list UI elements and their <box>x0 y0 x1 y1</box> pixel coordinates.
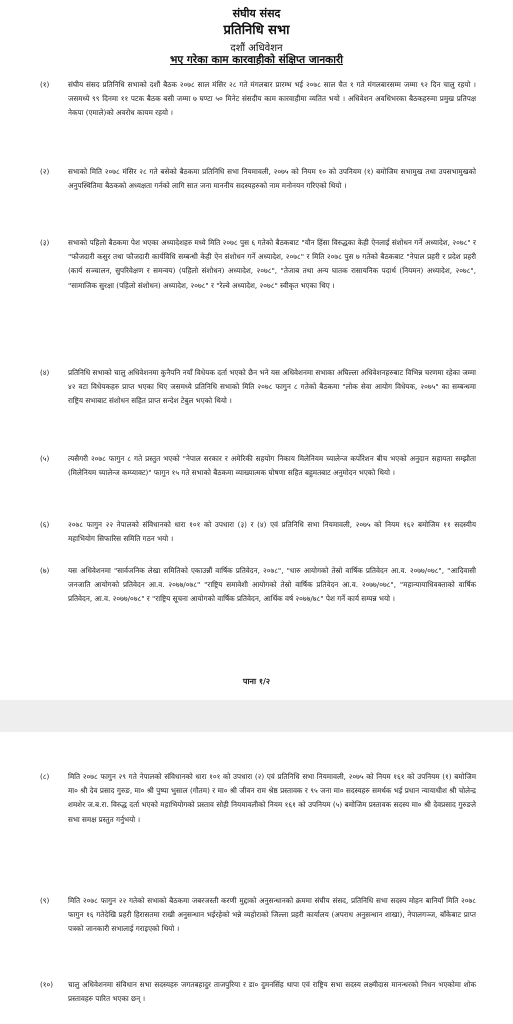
item-number: (३) <box>40 238 50 247</box>
document-page-2 <box>0 732 513 1024</box>
item-text: चालु अधिवेशनमा संविधान सभा सदस्यहरु जगतबहादुर ताजपुरिया र डा० दुमनसिंह थापा एवं राष्ट्रिय सभा सदस्य लक्ष्मीदास मानन्धरको निधन भएकोमा शोक प्रस्तावहरु पारित भएका छन् । <box>68 980 476 1004</box>
item-text: सभाको पहिलो बैठकमा पेश भएका अध्यादेशहरु मध्ये मिति २०७८ पुस ६ गतेको बैठकबाट "यौन हिंसा विरुद्धका केही ऐनलाई संशोधन गर्ने अध्यादेश, २०७८" र "फौजदारी कसुर तथा फौजदारी कार्यविधि सम्बन्धी केही ऐन संशोधन गर्ने अध्यादेश, २०७८" र मिति २०७८ पुस ७ गतेको बैठकबाट "नेपाल प्रहरी र प्रदेश प्रहरी (कार्य सञ्चालन, सुपरिवेक्षण र समन्वय) (पहिलो संशोधन) अध्यादेश, २०७८", "तेजाब तथा अन्य घातक रासायनिक पदार्थ (नियमन) अध्यादेश, २०७८", "सामाजिक सुरक्षा (पहिलो संशोधन) अध्यादेश, २०७८" र "रेल्वे अध्यादेश, २०७८" स्वीकृत भएका थिए । <box>68 238 476 290</box>
item-text: प्रतिनिधि सभाको चालु अधिवेशनमा कुनैपनि नयाँ विधेयक दर्ता भएको छैन भने यस अधिवेशनमा सभाका अघिल्ला अधिवेशनहरुबाट विभिन्न चरणमा रहेका जम्मा ४२ वटा विधेयकहरु प्राप्त भएका थिए जसमध्ये प्रतिनिधि सभाको मिति २०७८ फागुन ८ गतेको बैठकमा "लोक सेवा आयोग विधेयक, २०७५" का सम्बन्धमा राष्ट्रिय सभाबाट संशोधन सहित प्राप्त सन्देश टेबुल भएको थियो । <box>68 368 476 406</box>
document-title: भए गरेका काम कारवाहीको संक्षिप्त जानकारी <box>170 54 343 66</box>
list-item <box>68 452 476 480</box>
list-item <box>68 366 476 409</box>
item-number: (६) <box>40 520 50 529</box>
item-text: मिति २०७८ फागुन २९ गते नेपालको संविधानको धारा १०१ को उपधारा (२) एवं प्रतिनिधि सभा नियमावली, २०७५ को नियम १६१ को उपनियम (१) बमोजिम मा० श्री देव प्रसाद गुरुङ, मा० श्री पुष्पा भुसाल (गौतम) र मा० श्री जीवन राम श्रेष्ठ प्रस्तावक र ९५ जना मा० सदस्यहरु समर्थक भई प्रधान न्यायाधीश श्री चोलेन्द्र शमशेर ज.ब.रा. विरुद्ध दर्ता भएको महाभियोगको प्रस्ताव सोही नियमावलीको नियम १६१ को उपनियम (५) बमोजिम प्रस्तावक सदस्य मा० श्री देवप्रसाद गुरुङले सभा समक्ष प्रस्तुत गर्नुभयो । <box>68 772 476 824</box>
list-item <box>68 770 476 827</box>
item-text: मिति २०७८ फागुन २२ गतेको सभाको बैठकमा जबरजस्ती करणी मुद्दाको अनुसन्धानको क्रममा संघीय संसद, प्रतिनिधि सभा सदस्य मोहन बानियाँ मिति २०७८ फागुन १६ गतेदेखि प्रहरी हिरासतमा राखी अनुसन्धान भईरहेको भन्ने व्यहोराको जिल्ला प्रहरी कार्यालय (अपराध अनुसन्धान शाखा), नेपालगञ्ज, बाँकेबाट प्राप्त पत्रको जानकारी सभालाई गराइएको थियो । <box>68 896 476 934</box>
item-number: (८) <box>40 772 50 781</box>
list-item <box>68 518 476 546</box>
item-number: (१) <box>40 80 50 89</box>
item-text: संघीय संसद प्रतिनिधि सभाको दशौं बैठक २०७८ साल मंसिर २८ गते मंगलबार प्रारम्भ भई २०७८ साल चैत १ गते मंगलबारसम्म जम्मा ९२ दिन चालु रहयो । जसमध्ये ९९ दिनमा ११ पटक बैठक बसी जम्मा ७ घण्टा ५० मिनेट संसदीय काम कारवाहीमा व्यतित भयो । अधिवेशन अवधिभरका बैठकहरुमा प्रमुख प्रतिपक्ष नेकपा (एमाले)को अवरोध कायम रहयो । <box>68 80 476 118</box>
item-text: त्यसैगरी २०७८ फागुन ८ गते प्रस्तुत भएको "नेपाल सरकार र अमेरिकी सहयोग निकाय मिलेनियम च्यालेन्ज कर्पोरेशन बीच भएको अनुदान सहायता सम्झौता (मिलेनियम च्यालेन्ज कम्प्याक्ट)" फागुन १५ गते सभाको बैठकमा व्याख्यात्मक घोषणा सहित बहुमतबाट अनुमोदन भएको थियो । <box>68 454 476 478</box>
page-separator <box>0 700 513 732</box>
list-item <box>68 894 476 937</box>
list-item <box>68 564 476 607</box>
item-text: २०७८ फागुन २२ नेपालको संविधानको धारा १०१ को उपधारा (३) र (४) एवं प्रतिनिधि सभा नियमावली, २०७५ को नियम १६२ बमोजिम ११ सदस्यीय महाभियोग सिफारिस समिति गठन भयो । <box>68 520 476 544</box>
page-number: पाना १/२ <box>242 677 271 686</box>
house-heading: प्रतिनिधि सभा <box>223 23 290 38</box>
list-item <box>68 78 476 121</box>
item-text: सभाको मिति २०७८ मंसिर २८ गते बसेको बैठकमा प्रतिनिधि सभा नियमावली, २०७५ को नियम १० को उपनियम (१) बमोजिम सभामुख तथा उपसभामुखको अनुपस्थितिमा बैठकको अध्यक्षता गर्नको लागि सात जना माननीय सदस्यहरुको नाम मनोनयन गरिएको थियो । <box>68 167 476 191</box>
item-number: (७) <box>40 566 50 575</box>
item-number: (९) <box>40 896 50 905</box>
item-number: (५) <box>40 454 50 463</box>
list-item <box>68 236 476 293</box>
session-heading: दशौं अधिवेशन <box>230 43 283 54</box>
item-number: (२) <box>40 167 50 176</box>
item-text: यस अधिवेशनमा "सार्वजनिक लेखा समितिको एकाउन्नौं वार्षिक प्रतिवेदन, २०७८", "धारु आयोगको तेस्रो वार्षिक प्रतिवेदन आ.व. २०७७/०७८", "आदिवासी जनजाति आयोगको प्रतिवेदन आ.व. २०७७/०७८" "राष्ट्रिय समावेशी आयोगको तेस्रो वार्षिक प्रतिवेदन आ.व. २०७७/०७८", "महान्यायाधिवक्ताको वार्षिक प्रतिवेदन, आ.व. २०७७/०७८" र "राष्ट्रिय सूचना आयोगको वार्षिक प्रतिवेदन, आर्थिक वर्ष २०७७/७८" पेश गर्ने कार्य सम्पन्न भयो । <box>68 566 476 604</box>
list-item <box>68 978 476 1006</box>
item-number: (१०) <box>40 980 54 989</box>
item-number: (४) <box>40 368 50 377</box>
parliament-heading: संघीय संसद <box>232 7 281 20</box>
list-item <box>68 165 476 193</box>
